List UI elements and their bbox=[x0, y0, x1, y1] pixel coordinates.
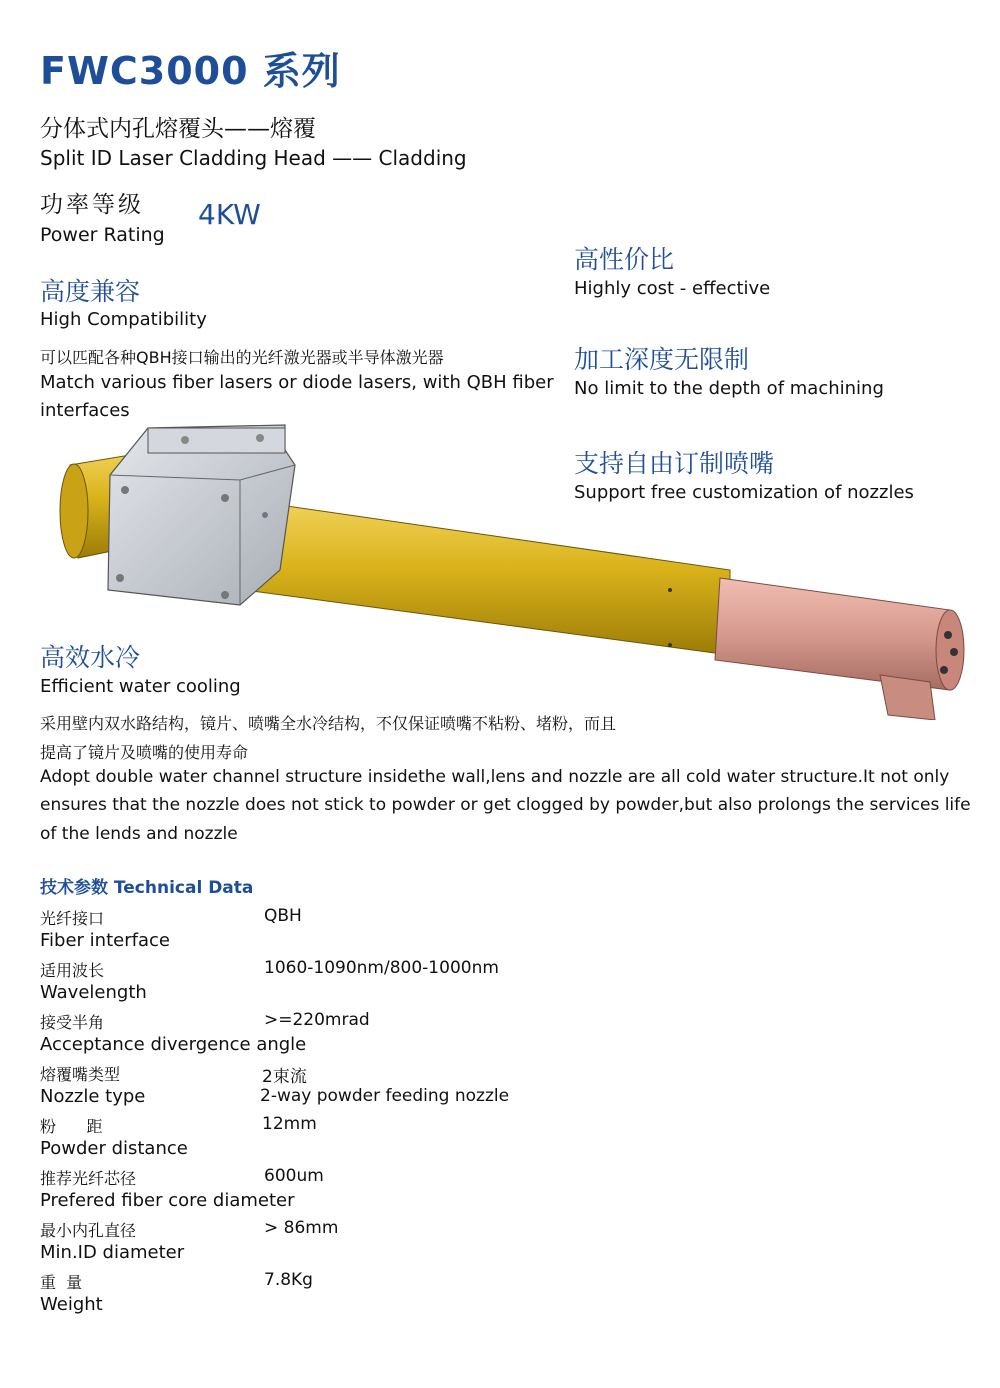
tech-value-en: 2-way powder feeding nozzle bbox=[260, 1086, 510, 1106]
tech-value: > 86mm bbox=[264, 1218, 339, 1238]
cooling-desc-cn-1: 采用壁内双水路结构，镜片、喷嘴全水冷结构，不仅保证喷嘴不粘粉、堵粉，而且 bbox=[40, 714, 617, 733]
tech-label-cn: 熔覆嘴类型 bbox=[40, 1065, 121, 1084]
tech-label-en: Nozzle type bbox=[40, 1086, 146, 1107]
tech-value: QBH bbox=[264, 906, 302, 926]
tech-value: 12mm bbox=[262, 1114, 317, 1134]
tech-value: 1060-1090nm/800-1000nm bbox=[264, 958, 499, 978]
compat-desc-en-2: interfaces bbox=[40, 400, 130, 421]
depth-title-en: No limit to the depth of machining bbox=[574, 378, 884, 399]
power-rating-value: 4KW bbox=[198, 198, 261, 231]
technical-heading: 技术参数 Technical Data bbox=[40, 878, 254, 898]
tech-label-en: Acceptance divergence angle bbox=[40, 1034, 307, 1055]
compat-title-en: High Compatibility bbox=[40, 309, 207, 330]
tech-label-en: Wavelength bbox=[40, 982, 147, 1003]
cooling-desc-en-3: of the lends and nozzle bbox=[40, 824, 238, 844]
cooling-desc-cn-2: 提高了镜片及喷嘴的使用寿命 bbox=[40, 743, 249, 762]
tech-value: 600um bbox=[264, 1166, 324, 1186]
power-rating-label-cn: 功率等级 bbox=[40, 192, 144, 218]
subtitle-en: Split ID Laser Cladding Head —— Cladding bbox=[40, 146, 467, 170]
tech-label-cn: 光纤接口 bbox=[40, 909, 105, 928]
tech-label-en: Weight bbox=[40, 1294, 103, 1315]
compat-desc-en-1: Match various fiber lasers or diode lasers, with QBH fiber bbox=[40, 372, 554, 393]
tech-label-en: Powder distance bbox=[40, 1138, 188, 1159]
cost-title-cn: 高性价比 bbox=[574, 245, 675, 274]
cost-title-en: Highly cost - effective bbox=[574, 278, 771, 299]
page-title: FWC3000 系列 bbox=[40, 49, 341, 93]
tech-label-cn: 最小内孔直径 bbox=[40, 1221, 137, 1240]
nozzle-title-en: Support free customization of nozzles bbox=[574, 482, 914, 503]
power-rating-label-en: Power Rating bbox=[40, 224, 165, 246]
tech-value: >=220mrad bbox=[264, 1010, 370, 1030]
cooling-title-en: Efficient water cooling bbox=[40, 676, 241, 697]
compat-title-cn: 高度兼容 bbox=[40, 277, 141, 306]
tech-label-cn: 重 量 bbox=[40, 1273, 83, 1292]
nozzle-title-cn: 支持自由订制喷嘴 bbox=[574, 449, 775, 478]
cooling-title-cn: 高效水冷 bbox=[40, 643, 141, 672]
tech-label-cn: 粉 距 bbox=[40, 1117, 103, 1136]
tech-value: 7.8Kg bbox=[264, 1270, 313, 1290]
depth-title-cn: 加工深度无限制 bbox=[574, 345, 750, 374]
tech-label-en: Prefered fiber core diameter bbox=[40, 1190, 295, 1211]
cooling-desc-en-2: ensures that the nozzle does not stick to powder or get clogged by powder,but also prolongs the services life bbox=[40, 795, 971, 815]
cooling-desc-en-1: Adopt double water channel structure insidethe wall,lens and nozzle are all cold water structure.It not only bbox=[40, 767, 950, 787]
tech-label-en: Fiber interface bbox=[40, 930, 170, 951]
tech-label-en: Min.ID diameter bbox=[40, 1242, 185, 1263]
tech-label-cn: 接受半角 bbox=[40, 1013, 105, 1032]
subtitle-cn: 分体式内孔熔覆头——熔覆 bbox=[40, 116, 316, 142]
tech-label-cn: 适用波长 bbox=[40, 961, 105, 980]
compat-desc-cn: 可以匹配各种QBH接口输出的光纤激光器或半导体激光器 bbox=[40, 348, 444, 367]
tech-label-cn: 推荐光纤芯径 bbox=[40, 1169, 137, 1188]
tech-value: 2束流 bbox=[262, 1067, 307, 1087]
laser-cladding-head-illustration bbox=[30, 420, 980, 720]
